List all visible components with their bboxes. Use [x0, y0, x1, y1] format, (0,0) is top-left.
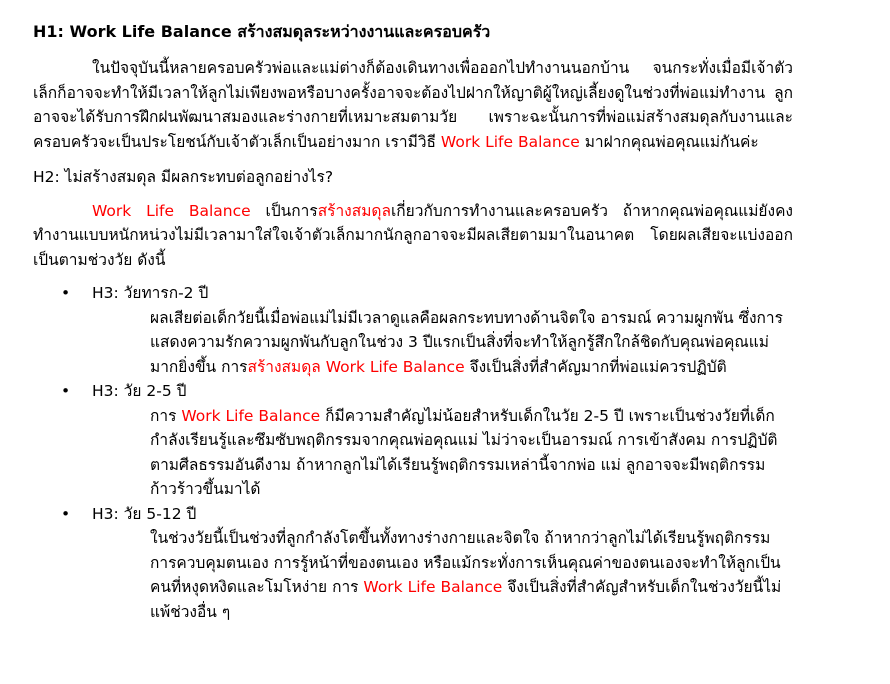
keyword-work-life-balance: Work Life Balance — [363, 578, 503, 596]
list-item-text: การ Work Life Balance ก็มีความสำคัญไม่น้อยสำหรับเด็กในวัย 2-5 ปี เพราะเป็นช่วงวัยที่เด็กกำลังเรียนรู้และซึมซับพฤติกรรมจากคุณพ่อคุณแม่ ไม่ว่าจะเป็นอารมณ์ การเข้าสังคม การปฏิบัติตามศีลธรรมอันดีงาม ถ้าหากลูกไม่ได้เรียนรู้พฤติกรรมเหล่านี้จากพ่อ แม่ ลูกอาจจะมีพฤติกรรมก้าวร้าวขึ้นมาได้ — [150, 406, 778, 498]
intro-text: ในปัจจุบันนี้หลายครอบครัวพ่อและแม่ต่างก็ต้องเดินทางเพื่อออกไปทำงานนอกบ้าน จนกระทั่งเมื่อมีเจ้าตัวเล็กก็อาจจะทำให้มีเวลาให้ลูกไม่เพียงพอหรือบางครั้งอาจจะต้องไปฝากให้ญาติผู้ใหญ่เลี้ยงดูในช่วงที่พ่อแม่ทำงาน ลูกอาจจะได้รับการฝึกฝนพัฒนาสมองและร่างกายที่เหมาะสมตามวัย เพราะฉะนั้นการที่พ่อแม่สร้างสมดุลกับงานและครอบครัวจะเป็นประโยชน์กับเจ้าตัวเล็กเป็นอย่างมาก เรามีวิธี — [33, 59, 793, 151]
bullet-icon: • — [61, 382, 71, 400]
keyword-work-life-balance: Work Life Balance — [440, 132, 580, 151]
keyword-create-balance: สร้างสมดุล — [247, 357, 321, 376]
effects-text: เป็นการ — [250, 201, 318, 220]
intro-paragraph — [33, 56, 793, 154]
keyword-work-life-balance: Work Life Balance — [325, 357, 465, 376]
heading-h3: H3: วัยทารก-2 ปี — [92, 284, 209, 302]
keyword-work-life-balance: Work Life Balance — [92, 201, 251, 220]
list-item-text: ผลเสียต่อเด็กวัยนี้เมื่อพ่อแม่ไม่มีเวลาดูแลคือผลกระทบทางด้านจิตใจ อารมณ์ ความผูกพัน ซึ่งการแสดงความรักความผูกพันกับลูกในช่วง 3 ปีแรกเป็นสิ่งที่จะทำให้ลูกรู้สึกใกล้ชิดกับคุณพ่อคุณแม่มากยิ่งขึ้น การสร้างสมดุล Work Life Balance จึงเป็นสิ่งที่สำคัญมากที่พ่อแม่ควรปฏิบัติ — [150, 308, 783, 376]
keyword-work-life-balance: Work Life Balance — [181, 406, 321, 425]
list-item — [33, 379, 793, 502]
bullet-icon: • — [61, 284, 71, 302]
heading-h1: H1: Work Life Balance สร้างสมดุลระหว่างงานและครอบครัว — [33, 22, 491, 41]
list-item — [33, 502, 793, 625]
keyword-create-balance: สร้างสมดุล — [317, 201, 391, 220]
list-item — [33, 281, 793, 379]
document-body — [33, 20, 793, 624]
effects-paragraph — [33, 199, 793, 273]
heading-h3: H3: วัย 2-5 ปี — [92, 382, 187, 400]
heading-h3: H3: วัย 5-12 ปี — [92, 504, 197, 523]
intro-text-end: มาฝากคุณพ่อคุณแม่กันค่ะ — [579, 132, 759, 151]
bullet-icon: • — [61, 504, 71, 523]
effects-text-end: เกี่ยวกับการทำงานและครอบครัว ถ้าหากคุณพ่อคุณแม่ยังคงทำงานแบบหนักหน่วงไม่มีเวลามาใส่ใจเจ้าตัวเล็กมากนักลูกอาจจะมีผลเสียตามมาในอนาคต โดยผลเสียจะแบ่งออกเป็นตามช่วงวัย ดังนี้ — [33, 201, 794, 269]
list-item-text: ในช่วงวัยนี้เป็นช่วงที่ลูกกำลังโตขึ้นทั้งทางร่างกายและจิตใจ ถ้าหากว่าลูกไม่ได้เรียนรู้พฤติกรรมการควบคุมตนเอง การรู้หน้าที่ของตนเอง หรือแม้กระทั่งการเห็นคุณค่าของตนเองจะทำให้ลูกเป็นคนที่หงุดหงิดและโมโหง่าย การ Work Life Balance จึงเป็นสิ่งที่สำคัญสำหรับเด็กในช่วงวัยนี้ไม่แพ้ช่วงอื่น ๆ — [150, 529, 782, 621]
age-group-list — [33, 281, 793, 624]
heading-h2: H2: ไม่สร้างสมดุล มีผลกระทบต่อลูกอย่างไร? — [33, 168, 334, 186]
